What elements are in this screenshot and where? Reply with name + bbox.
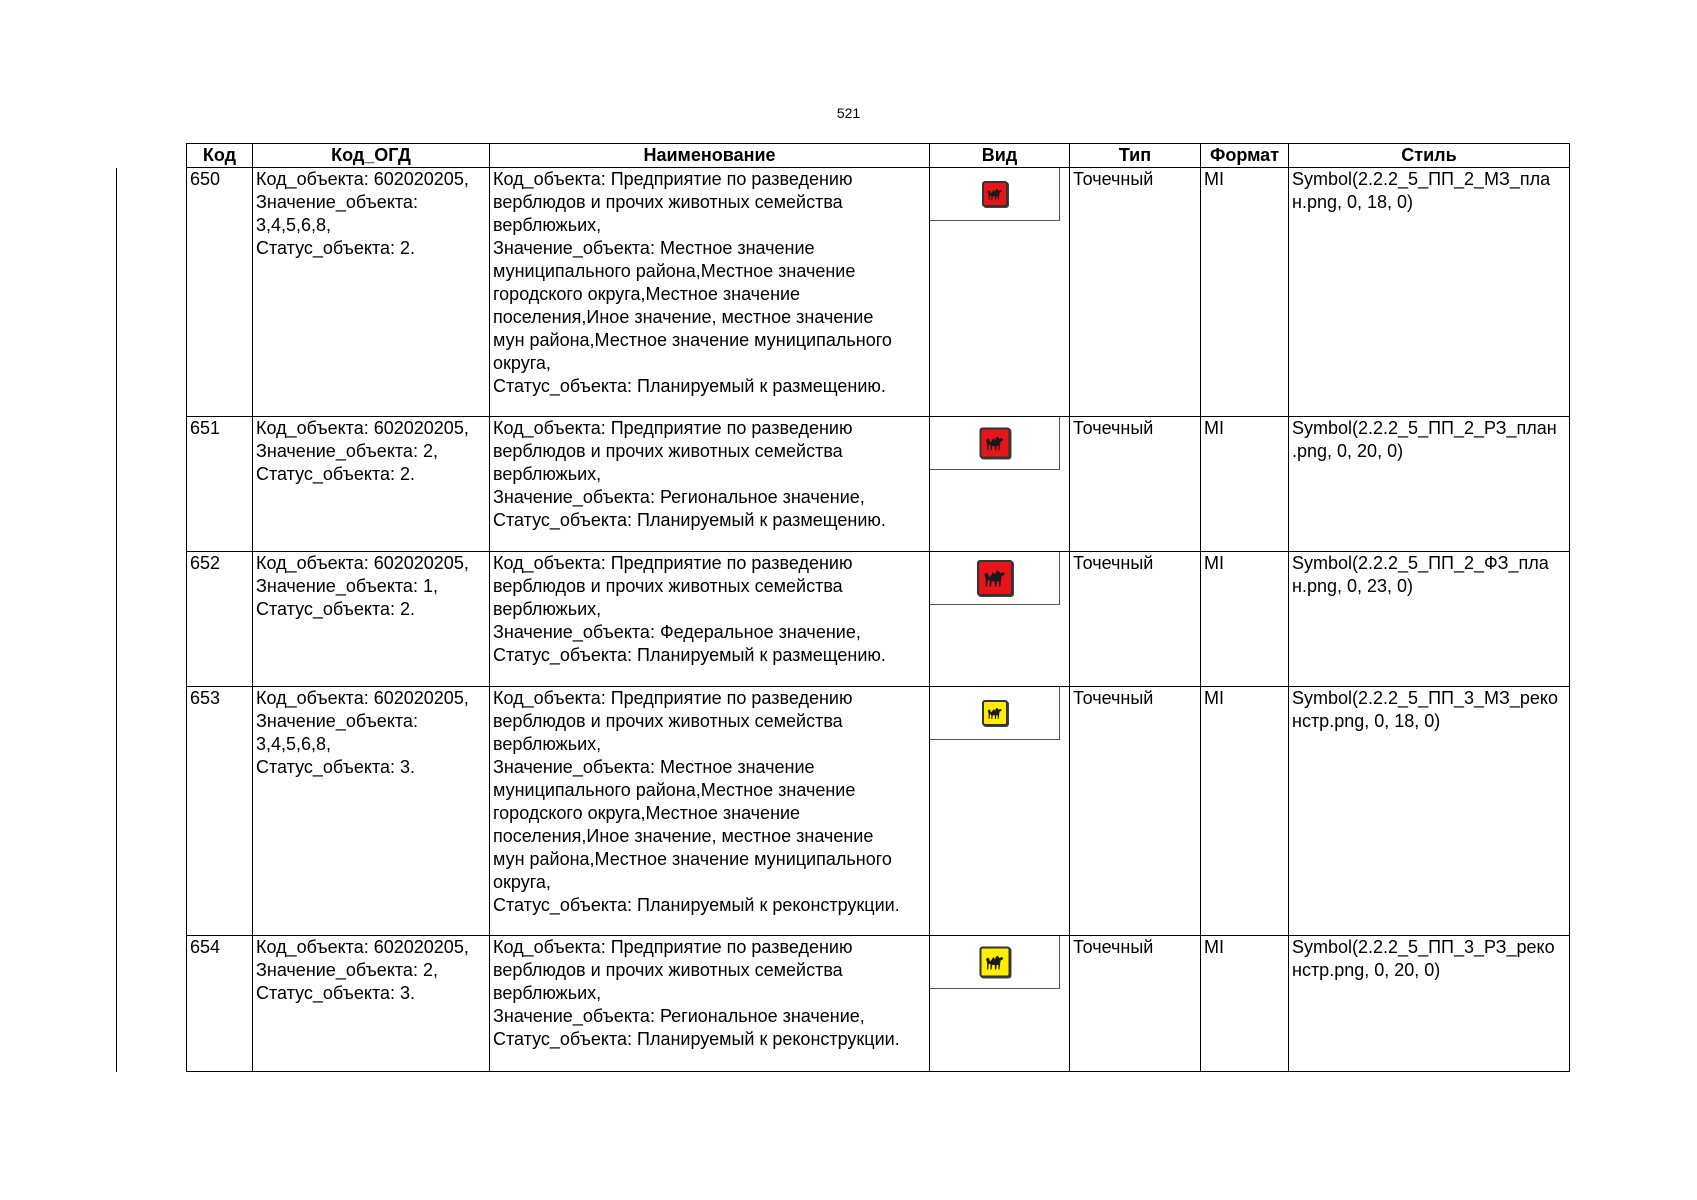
cell-type: Точечный bbox=[1070, 552, 1201, 687]
icon-frame bbox=[930, 687, 1060, 740]
cell-ogd-code: Код_объекта: 602020205, Значение_объекта: 1, Статус_объекта: 2. bbox=[253, 552, 490, 687]
cell-view bbox=[930, 936, 1070, 1072]
cell-format: MI bbox=[1201, 417, 1289, 552]
table-row bbox=[187, 936, 1570, 1072]
cell-ogd-code: Код_объекта: 602020205, Значение_объекта: 2, Статус_объекта: 2. bbox=[253, 417, 490, 552]
cell-style: Symbol(2.2.2_5_ПП_2_МЗ_пла н.png, 0, 18, 0) bbox=[1289, 168, 1570, 417]
cell-name: Код_объекта: Предприятие по разведению верблюдов и прочих животных семейства верблюжьих, Значение_объекта: Местное значение муниципального района,Местное значение городского округа,Местное значение поселения,Иное значение, местное значение мун района,Местное значение муниципального округа, Статус_объекта: Планируемый к реконструкции. bbox=[490, 687, 930, 936]
table-row bbox=[187, 168, 1570, 417]
camel-icon bbox=[979, 428, 1010, 459]
camel-icon bbox=[977, 560, 1013, 596]
icon-frame bbox=[930, 552, 1060, 605]
cell-style: Symbol(2.2.2_5_ПП_3_РЗ_реко нстр.png, 0, 20, 0) bbox=[1289, 936, 1570, 1072]
cell-code: 650 bbox=[187, 168, 253, 417]
camel-icon bbox=[979, 947, 1010, 978]
cell-name: Код_объекта: Предприятие по разведению верблюдов и прочих животных семейства верблюжьих, Значение_объекта: Региональное значение, Статус_объекта: Планируемый к размещению. bbox=[490, 417, 930, 552]
header-format: Формат bbox=[1201, 144, 1289, 168]
cell-type: Точечный bbox=[1070, 936, 1201, 1072]
table-row bbox=[187, 687, 1570, 936]
page-number: 521 bbox=[836, 105, 861, 121]
cell-style: Symbol(2.2.2_5_ПП_3_МЗ_реко нстр.png, 0, 18, 0) bbox=[1289, 687, 1570, 936]
cell-view bbox=[930, 552, 1070, 687]
cell-code: 652 bbox=[187, 552, 253, 687]
cell-type: Точечный bbox=[1070, 417, 1201, 552]
cell-style: Symbol(2.2.2_5_ПП_2_РЗ_план .png, 0, 20, 0) bbox=[1289, 417, 1570, 552]
cell-ogd-code: Код_объекта: 602020205, Значение_объекта: 2, Статус_объекта: 3. bbox=[253, 936, 490, 1072]
cell-name: Код_объекта: Предприятие по разведению верблюдов и прочих животных семейства верблюжьих, Значение_объекта: Федеральное значение, Статус_объекта: Планируемый к размещению. bbox=[490, 552, 930, 687]
cell-type: Точечный bbox=[1070, 168, 1201, 417]
cell-format: MI bbox=[1201, 687, 1289, 936]
cell-view bbox=[930, 417, 1070, 552]
header-view: Вид bbox=[930, 144, 1070, 168]
cell-code: 653 bbox=[187, 687, 253, 936]
header-code: Код bbox=[187, 144, 253, 168]
camel-icon bbox=[982, 181, 1008, 207]
header-name: Наименование bbox=[490, 144, 930, 168]
header-type: Тип bbox=[1070, 144, 1201, 168]
camel-icon bbox=[982, 700, 1008, 726]
cell-ogd-code: Код_объекта: 602020205, Значение_объекта: 3,4,5,6,8, Статус_объекта: 3. bbox=[253, 687, 490, 936]
icon-frame bbox=[930, 168, 1060, 221]
cell-ogd-code: Код_объекта: 602020205, Значение_объекта: 3,4,5,6,8, Статус_объекта: 2. bbox=[253, 168, 490, 417]
cell-code: 654 bbox=[187, 936, 253, 1072]
cell-view bbox=[930, 168, 1070, 417]
header-style: Стиль bbox=[1289, 144, 1570, 168]
cell-view bbox=[930, 687, 1070, 936]
margin-line bbox=[116, 168, 117, 1072]
symbol-table bbox=[186, 143, 1570, 1072]
table-row bbox=[187, 417, 1570, 552]
cell-format: MI bbox=[1201, 936, 1289, 1072]
table-header-row bbox=[187, 144, 1570, 168]
table-row bbox=[187, 552, 1570, 687]
cell-code: 651 bbox=[187, 417, 253, 552]
icon-frame bbox=[930, 417, 1060, 470]
cell-name: Код_объекта: Предприятие по разведению верблюдов и прочих животных семейства верблюжьих, Значение_объекта: Местное значение муниципального района,Местное значение городского округа,Местное значение поселения,Иное значение, местное значение мун района,Местное значение муниципального округа, Статус_объекта: Планируемый к размещению. bbox=[490, 168, 930, 417]
cell-format: MI bbox=[1201, 168, 1289, 417]
cell-format: MI bbox=[1201, 552, 1289, 687]
cell-style: Symbol(2.2.2_5_ПП_2_ФЗ_пла н.png, 0, 23, 0) bbox=[1289, 552, 1570, 687]
header-ogd-code: Код_ОГД bbox=[253, 144, 490, 168]
icon-frame bbox=[930, 936, 1060, 989]
cell-type: Точечный bbox=[1070, 687, 1201, 936]
cell-name: Код_объекта: Предприятие по разведению верблюдов и прочих животных семейства верблюжьих, Значение_объекта: Региональное значение, Статус_объекта: Планируемый к реконструкции. bbox=[490, 936, 930, 1072]
